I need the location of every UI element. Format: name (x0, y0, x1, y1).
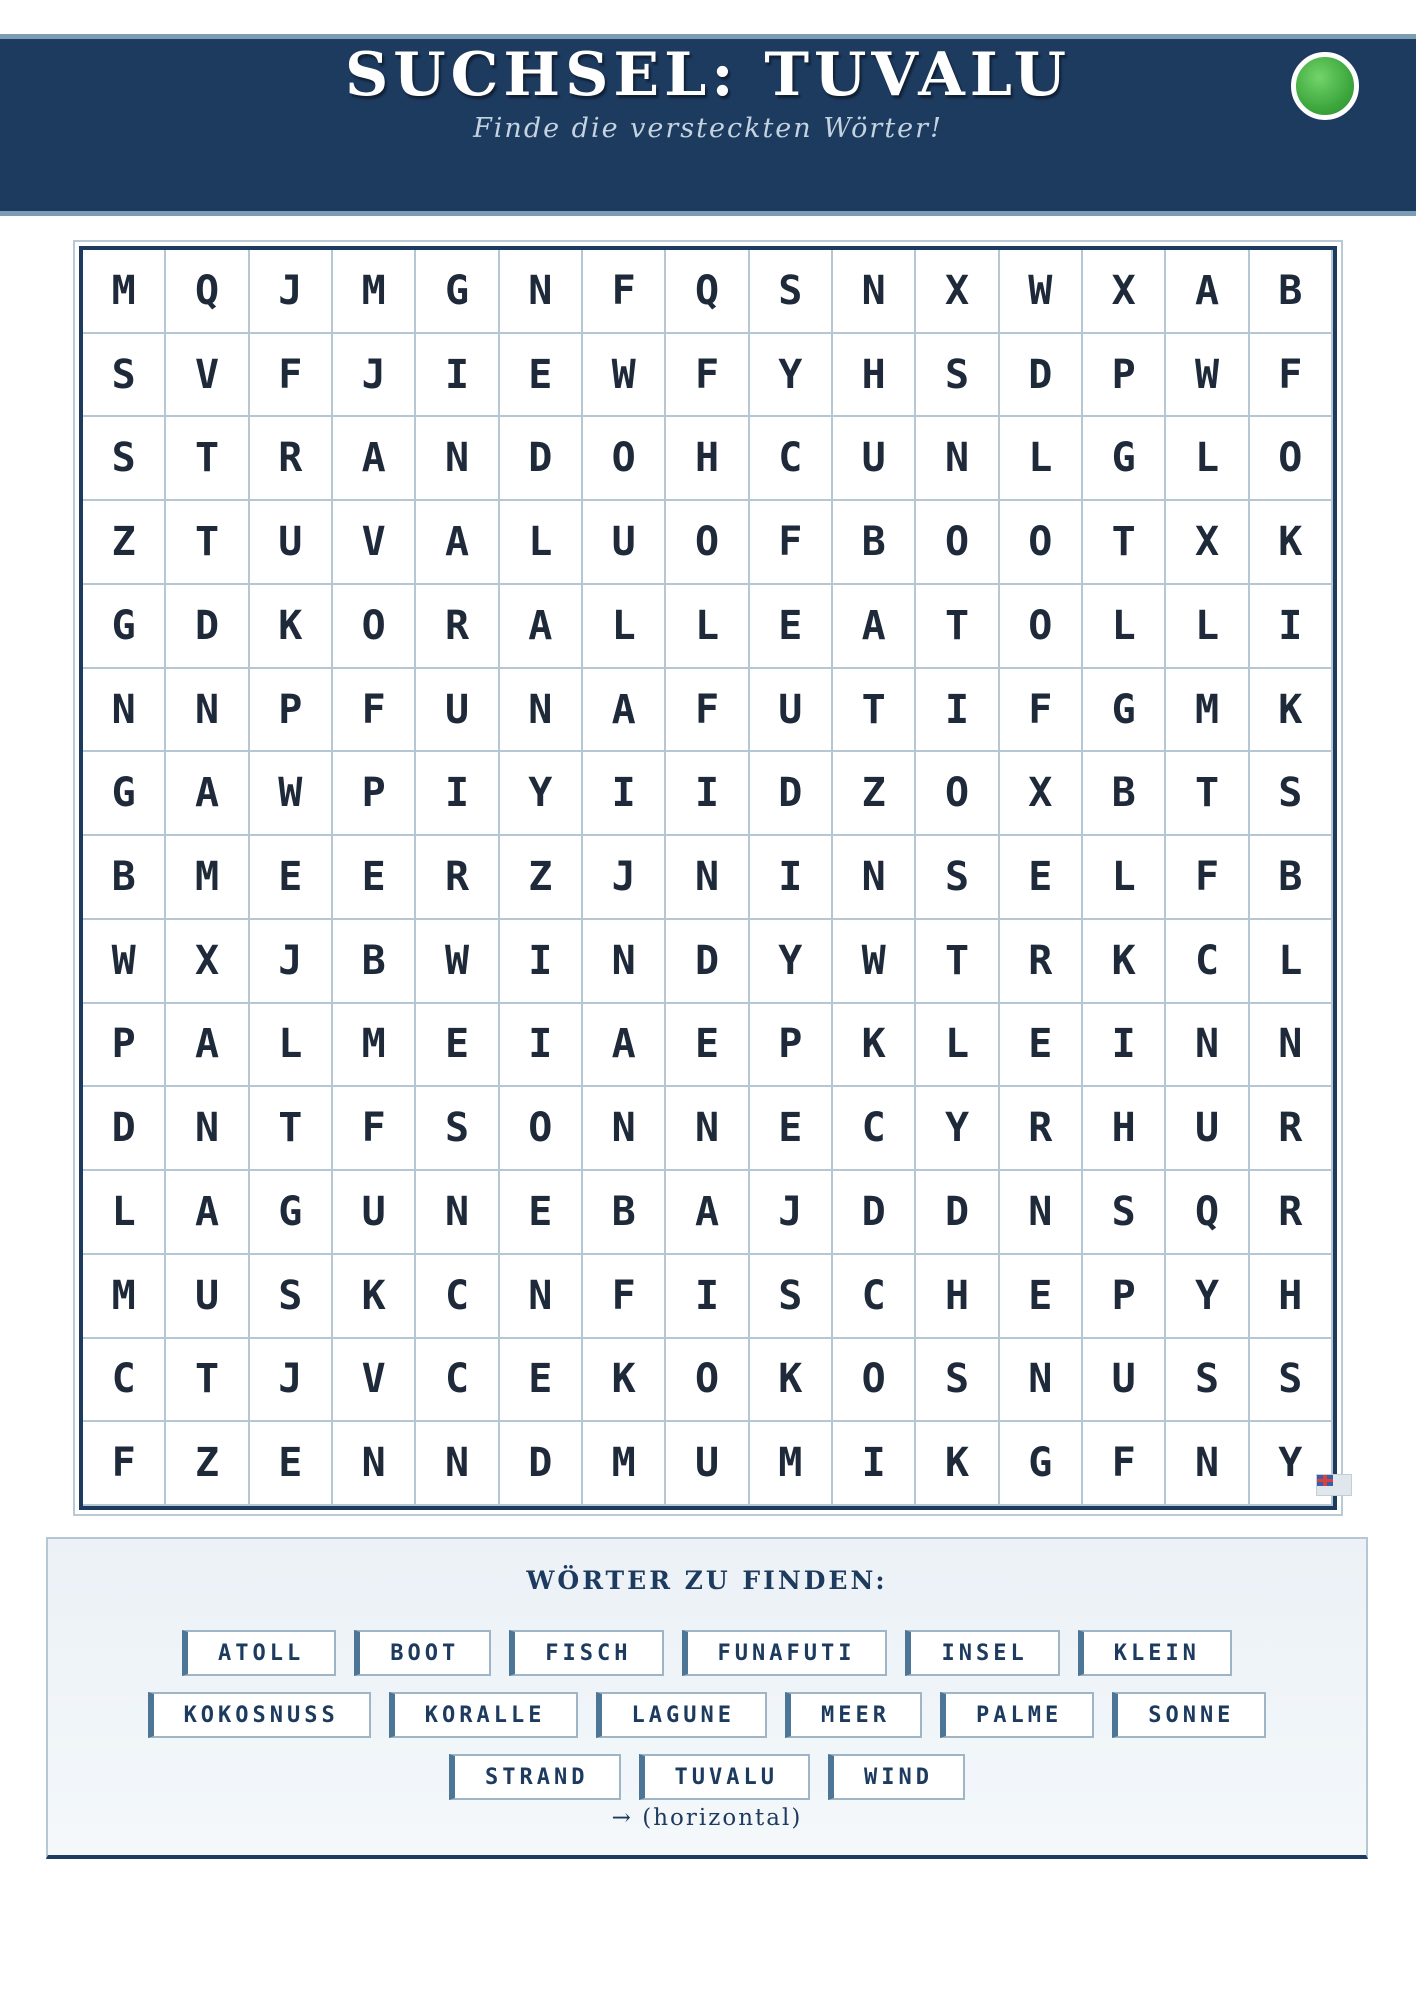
grid-cell[interactable]: L (250, 1004, 333, 1088)
grid-cell[interactable]: T (250, 1087, 333, 1171)
grid-cell[interactable]: E (1000, 1255, 1083, 1339)
grid-cell[interactable]: U (666, 1422, 749, 1506)
grid-cell[interactable]: A (666, 1171, 749, 1255)
letter-grid[interactable] (83, 250, 1333, 1506)
grid-cell[interactable]: E (750, 585, 833, 669)
word-chip: MEER (785, 1692, 922, 1738)
grid-cell[interactable]: G (83, 585, 166, 669)
grid-cell[interactable]: U (750, 669, 833, 753)
grid-cell[interactable]: B (1083, 752, 1166, 836)
word-chip: FUNAFUTI (682, 1630, 888, 1676)
grid-cell[interactable]: A (583, 1004, 666, 1088)
grid-cell[interactable]: R (1250, 1087, 1333, 1171)
word-chip: PALME (940, 1692, 1094, 1738)
word-chip: KORALLE (389, 1692, 578, 1738)
grid-cell[interactable]: F (666, 334, 749, 418)
grid-cell[interactable]: I (833, 1422, 916, 1506)
grid-cell[interactable]: J (250, 920, 333, 1004)
grid-cell[interactable]: K (750, 1339, 833, 1423)
grid-cell[interactable]: R (250, 417, 333, 501)
word-chip: BOOT (354, 1630, 491, 1676)
grid-cell[interactable]: F (1083, 1422, 1166, 1506)
grid-cell[interactable]: S (916, 334, 999, 418)
grid-cell[interactable]: C (83, 1339, 166, 1423)
grid-cell[interactable]: P (1083, 334, 1166, 418)
grid-cell[interactable]: O (833, 1339, 916, 1423)
grid-cell[interactable]: N (500, 1255, 583, 1339)
grid-cell[interactable]: M (166, 836, 249, 920)
grid-cell[interactable]: J (250, 1339, 333, 1423)
grid-cell[interactable]: I (500, 920, 583, 1004)
grid-cell[interactable]: R (1000, 1087, 1083, 1171)
grid-cell[interactable]: A (583, 669, 666, 753)
grid-cell[interactable]: F (1166, 836, 1249, 920)
grid-cell[interactable]: M (750, 1422, 833, 1506)
grid-cell[interactable]: N (916, 417, 999, 501)
grid-cell[interactable]: N (416, 1171, 499, 1255)
grid-cell[interactable]: C (416, 1255, 499, 1339)
grid-cell[interactable]: L (83, 1171, 166, 1255)
grid-cell[interactable]: D (833, 1171, 916, 1255)
grid-cell[interactable]: O (916, 752, 999, 836)
grid-cell[interactable]: N (416, 1422, 499, 1506)
grid-cell[interactable]: E (1000, 836, 1083, 920)
grid-cell[interactable]: F (750, 501, 833, 585)
grid-cell[interactable]: O (500, 1087, 583, 1171)
grid-cell[interactable]: Z (83, 501, 166, 585)
grid-cell[interactable]: L (1083, 836, 1166, 920)
grid-cell[interactable]: E (500, 334, 583, 418)
grid-cell[interactable]: F (333, 669, 416, 753)
word-chip: STRAND (449, 1754, 620, 1800)
grid-cell[interactable]: T (1083, 501, 1166, 585)
grid-cell[interactable]: A (333, 417, 416, 501)
grid-cell[interactable]: N (1000, 1171, 1083, 1255)
grid-cell[interactable]: D (916, 1171, 999, 1255)
grid-cell[interactable]: X (1000, 752, 1083, 836)
grid-cell[interactable]: E (333, 836, 416, 920)
grid-cell[interactable]: C (833, 1255, 916, 1339)
grid-cell[interactable]: E (250, 1422, 333, 1506)
grid-cell[interactable]: Y (500, 752, 583, 836)
grid-cell[interactable]: O (666, 1339, 749, 1423)
grid-cell[interactable]: U (166, 1255, 249, 1339)
grid-cell[interactable]: J (583, 836, 666, 920)
grid-cell[interactable]: X (166, 920, 249, 1004)
page-subtitle: Finde die versteckten Wörter! (473, 113, 943, 144)
grid-cell[interactable]: U (833, 417, 916, 501)
grid-cell[interactable]: B (83, 836, 166, 920)
grid-cell[interactable]: I (1250, 585, 1333, 669)
grid-cell[interactable]: K (1250, 501, 1333, 585)
grid-cell[interactable]: G (250, 1171, 333, 1255)
grid-cell[interactable]: N (500, 669, 583, 753)
grid-cell[interactable]: M (83, 1255, 166, 1339)
grid-cell[interactable]: N (83, 669, 166, 753)
grid-cell[interactable]: W (250, 752, 333, 836)
grid-cell[interactable]: I (666, 1255, 749, 1339)
grid-cell[interactable]: L (666, 585, 749, 669)
grid-cell[interactable]: N (1166, 1422, 1249, 1506)
grid-cell[interactable]: A (1166, 250, 1249, 334)
grid-cell[interactable]: Y (916, 1087, 999, 1171)
grid-cell[interactable]: P (333, 752, 416, 836)
grid-cell[interactable]: H (666, 417, 749, 501)
grid-cell[interactable]: H (833, 334, 916, 418)
grid-cell[interactable]: S (750, 250, 833, 334)
grid-cell[interactable]: N (166, 1087, 249, 1171)
grid-cell[interactable]: Z (833, 752, 916, 836)
word-chip: FISCH (509, 1630, 663, 1676)
grid-cell[interactable]: F (83, 1422, 166, 1506)
grid-cell[interactable]: O (1250, 417, 1333, 501)
grid-cell[interactable]: S (1250, 1339, 1333, 1423)
grid-cell[interactable]: L (583, 585, 666, 669)
word-chip: KOKOSNUSS (148, 1692, 371, 1738)
flag-icon (1316, 1474, 1352, 1496)
grid-cell[interactable]: H (916, 1255, 999, 1339)
grid-cell[interactable]: B (1250, 250, 1333, 334)
grid-cell[interactable]: I (416, 334, 499, 418)
grid-cell[interactable]: N (833, 836, 916, 920)
word-chip: KLEIN (1078, 1630, 1232, 1676)
grid-cell[interactable]: S (1250, 752, 1333, 836)
grid-cell[interactable]: B (833, 501, 916, 585)
grid-cell[interactable]: E (1000, 1004, 1083, 1088)
grid-cell[interactable]: L (1083, 585, 1166, 669)
grid-cell[interactable]: H (1083, 1087, 1166, 1171)
grid-cell[interactable]: B (583, 1171, 666, 1255)
grid-cell[interactable]: B (1250, 836, 1333, 920)
word-chip: TUVALU (639, 1754, 810, 1800)
status-indicator-icon (1291, 52, 1359, 120)
grid-cell[interactable]: Y (1166, 1255, 1249, 1339)
grid-cell[interactable]: K (916, 1422, 999, 1506)
grid-cell[interactable]: N (333, 1422, 416, 1506)
grid-cell[interactable]: N (1250, 1004, 1333, 1088)
grid-cell[interactable]: F (666, 669, 749, 753)
grid-cell[interactable]: U (583, 501, 666, 585)
grid-cell[interactable]: F (1250, 334, 1333, 418)
grid-cell[interactable]: S (83, 417, 166, 501)
grid-cell[interactable]: Z (500, 836, 583, 920)
grid-cell[interactable]: D (500, 1422, 583, 1506)
grid-cell[interactable]: E (500, 1339, 583, 1423)
word-row (48, 1630, 1366, 1676)
grid-cell[interactable]: K (583, 1339, 666, 1423)
grid-cell[interactable]: J (750, 1171, 833, 1255)
word-chip: INSEL (905, 1630, 1059, 1676)
grid-cell[interactable]: Y (750, 334, 833, 418)
grid-cell[interactable]: D (166, 585, 249, 669)
grid-cell[interactable]: P (83, 1004, 166, 1088)
grid-cell[interactable]: S (916, 836, 999, 920)
word-row (48, 1692, 1366, 1738)
grid-cell[interactable]: M (1166, 669, 1249, 753)
grid-cell[interactable]: A (166, 1004, 249, 1088)
grid-cell[interactable]: S (416, 1087, 499, 1171)
grid-cell[interactable]: N (166, 669, 249, 753)
grid-cell[interactable]: I (416, 752, 499, 836)
grid-cell[interactable]: F (583, 250, 666, 334)
grid-cell[interactable]: Y (1250, 1422, 1333, 1506)
grid-cell[interactable]: U (1166, 1087, 1249, 1171)
word-row (48, 1754, 1366, 1800)
grid-cell[interactable]: Y (750, 920, 833, 1004)
grid-cell[interactable]: S (916, 1339, 999, 1423)
grid-cell[interactable]: C (1166, 920, 1249, 1004)
grid-cell[interactable]: M (333, 1004, 416, 1088)
grid-cell[interactable]: G (1000, 1422, 1083, 1506)
grid-cell[interactable]: G (416, 250, 499, 334)
grid-cell[interactable]: L (916, 1004, 999, 1088)
grid-cell[interactable]: R (416, 836, 499, 920)
grid-cell[interactable]: S (1083, 1171, 1166, 1255)
grid-cell[interactable]: S (1166, 1339, 1249, 1423)
grid-cell[interactable]: H (1250, 1255, 1333, 1339)
grid-cell[interactable]: G (1083, 669, 1166, 753)
grid-cell[interactable]: G (83, 752, 166, 836)
grid-cell[interactable]: I (666, 752, 749, 836)
grid-cell[interactable]: P (1083, 1255, 1166, 1339)
grid-cell[interactable]: T (833, 669, 916, 753)
page-title: SUCHSEL: TUVALU (344, 40, 1072, 110)
word-list-panel (46, 1537, 1368, 1859)
grid-cell[interactable]: A (500, 585, 583, 669)
grid-cell[interactable]: M (333, 250, 416, 334)
grid-cell[interactable]: P (250, 669, 333, 753)
grid-cell[interactable]: F (583, 1255, 666, 1339)
grid-cell[interactable]: X (1166, 501, 1249, 585)
grid-cell[interactable]: V (333, 501, 416, 585)
grid-cell[interactable]: L (1166, 585, 1249, 669)
grid-cell[interactable]: K (1250, 669, 1333, 753)
grid-cell[interactable]: F (1000, 669, 1083, 753)
grid-cell[interactable]: I (500, 1004, 583, 1088)
grid-cell[interactable]: S (83, 334, 166, 418)
grid-cell[interactable]: W (1000, 250, 1083, 334)
grid-cell[interactable]: B (333, 920, 416, 1004)
grid-cell[interactable]: R (416, 585, 499, 669)
grid-cell[interactable]: N (1000, 1339, 1083, 1423)
grid-cell[interactable]: I (750, 836, 833, 920)
grid-cell[interactable]: T (166, 417, 249, 501)
grid-cell[interactable]: U (416, 669, 499, 753)
grid-cell[interactable]: N (416, 417, 499, 501)
grid-cell[interactable]: O (1000, 585, 1083, 669)
grid-cell[interactable]: T (166, 1339, 249, 1423)
grid-cell[interactable]: W (833, 920, 916, 1004)
grid-cell[interactable]: T (916, 585, 999, 669)
grid-cell[interactable]: T (916, 920, 999, 1004)
grid-cell[interactable]: M (83, 250, 166, 334)
grid-cell[interactable]: I (916, 669, 999, 753)
grid-cell[interactable]: W (1166, 334, 1249, 418)
grid-cell[interactable]: D (500, 417, 583, 501)
grid-cell[interactable]: C (750, 417, 833, 501)
grid-cell[interactable]: M (583, 1422, 666, 1506)
grid-cell[interactable]: O (583, 417, 666, 501)
grid-cell[interactable]: O (916, 501, 999, 585)
grid-cell[interactable]: E (666, 1004, 749, 1088)
grid-cell[interactable]: U (250, 501, 333, 585)
grid-cell[interactable]: E (416, 1004, 499, 1088)
grid-cell[interactable]: D (1000, 334, 1083, 418)
grid-cell[interactable]: S (250, 1255, 333, 1339)
grid-cell[interactable]: U (333, 1171, 416, 1255)
grid-cell[interactable]: X (916, 250, 999, 334)
grid-cell[interactable]: L (1000, 417, 1083, 501)
grid-cell[interactable]: G (1083, 417, 1166, 501)
grid-cell[interactable]: T (1166, 752, 1249, 836)
word-list-heading: WÖRTER ZU FINDEN: (526, 1566, 888, 1595)
grid-cell[interactable]: N (500, 250, 583, 334)
grid-cell[interactable]: C (416, 1339, 499, 1423)
grid-cell[interactable]: A (166, 752, 249, 836)
word-chip: WIND (828, 1754, 965, 1800)
word-chip: SONNE (1112, 1692, 1266, 1738)
grid-cell[interactable]: I (583, 752, 666, 836)
grid-cell[interactable]: J (250, 250, 333, 334)
grid-cell[interactable]: K (1083, 920, 1166, 1004)
grid-cell[interactable]: E (250, 836, 333, 920)
grid-cell[interactable]: Q (1166, 1171, 1249, 1255)
grid-cell[interactable]: N (583, 1087, 666, 1171)
grid-cell[interactable]: A (416, 501, 499, 585)
grid-cell[interactable]: L (500, 501, 583, 585)
grid-cell[interactable]: V (166, 334, 249, 418)
grid-cell[interactable]: N (583, 920, 666, 1004)
grid-cell[interactable]: V (333, 1339, 416, 1423)
grid-cell[interactable]: O (1000, 501, 1083, 585)
word-chip: ATOLL (182, 1630, 336, 1676)
grid-cell[interactable]: N (833, 250, 916, 334)
grid-cell[interactable]: D (666, 920, 749, 1004)
grid-cell[interactable]: X (1083, 250, 1166, 334)
grid-cell[interactable]: A (833, 585, 916, 669)
grid-cell[interactable]: D (83, 1087, 166, 1171)
grid-cell[interactable]: I (1083, 1004, 1166, 1088)
direction-legend: → (horizontal) (611, 1805, 803, 1831)
grid-cell[interactable]: Q (166, 250, 249, 334)
grid-cell[interactable]: P (750, 1004, 833, 1088)
grid-cell[interactable]: S (750, 1255, 833, 1339)
grid-cell[interactable]: E (750, 1087, 833, 1171)
grid-cell[interactable]: E (500, 1171, 583, 1255)
grid-cell[interactable]: W (416, 920, 499, 1004)
grid-cell[interactable]: W (583, 334, 666, 418)
grid-cell[interactable]: K (250, 585, 333, 669)
grid-cell[interactable]: O (666, 501, 749, 585)
grid-cell[interactable]: A (166, 1171, 249, 1255)
grid-cell[interactable]: Q (666, 250, 749, 334)
grid-cell[interactable]: L (1166, 417, 1249, 501)
grid-cell[interactable]: D (750, 752, 833, 836)
grid-cell[interactable]: R (1250, 1171, 1333, 1255)
grid-cell[interactable]: F (250, 334, 333, 418)
grid-cell[interactable]: J (333, 334, 416, 418)
grid-cell[interactable]: F (333, 1087, 416, 1171)
grid-cell[interactable]: U (1083, 1339, 1166, 1423)
word-chip: LAGUNE (596, 1692, 767, 1738)
grid-cell[interactable]: K (833, 1004, 916, 1088)
grid-cell[interactable]: C (833, 1087, 916, 1171)
grid-cell[interactable]: T (166, 501, 249, 585)
grid-cell[interactable]: K (333, 1255, 416, 1339)
grid-cell[interactable]: N (1166, 1004, 1249, 1088)
grid-cell[interactable]: W (83, 920, 166, 1004)
grid-cell[interactable]: N (666, 836, 749, 920)
grid-cell[interactable]: N (666, 1087, 749, 1171)
grid-cell[interactable]: L (1250, 920, 1333, 1004)
grid-cell[interactable]: Z (166, 1422, 249, 1506)
grid-cell[interactable]: R (1000, 920, 1083, 1004)
grid-cell[interactable]: O (333, 585, 416, 669)
